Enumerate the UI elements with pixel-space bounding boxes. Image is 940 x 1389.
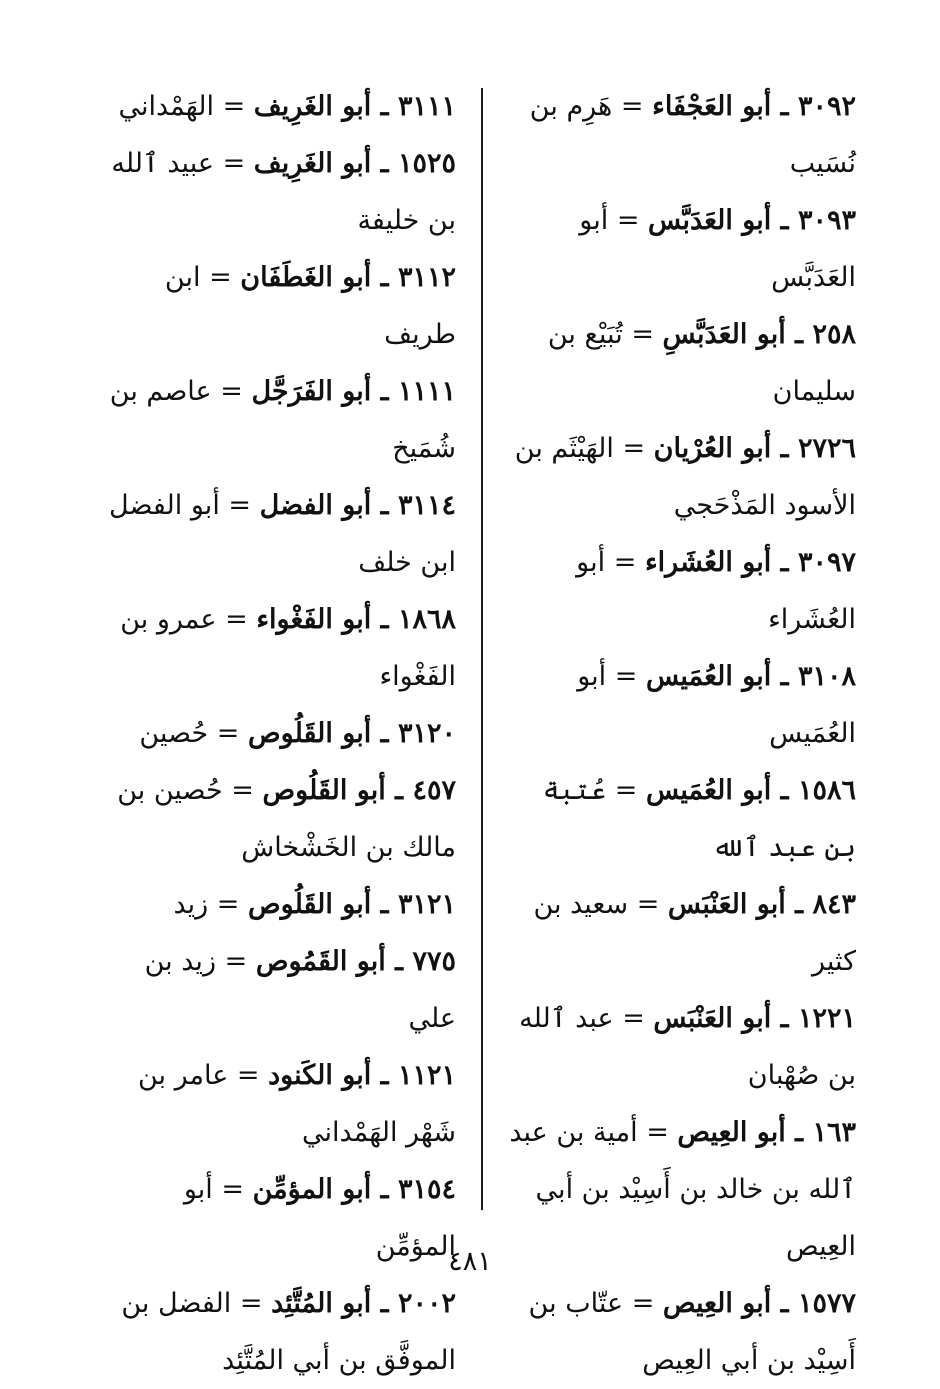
entry-name: أبو القَلُوص xyxy=(247,718,372,749)
entry-heading: ٣٠٩٧ ـ أبو العُشَراء xyxy=(644,547,856,578)
entry-heading: ٣١١٢ ـ أبو الغَطَفَان xyxy=(240,262,456,293)
entry-value: حُصين بن مالك بن الخَشْخاش xyxy=(117,775,456,863)
index-entry xyxy=(508,420,856,534)
entry-number: ٣١١٢ xyxy=(397,262,456,293)
index-entry xyxy=(108,135,456,249)
entry-heading: ١٥٧٧ ـ أبو العِيص xyxy=(662,1288,856,1319)
entry-number: ٢٠٠٢ xyxy=(397,1288,456,1319)
entry-value: تُبَيْع بن سليمان xyxy=(547,319,856,407)
entry-name: أبو الغَرِيف xyxy=(253,91,372,122)
entry-value: عُتبة بن عبد ٱلله xyxy=(542,775,856,863)
entry-number: ٣١٢١ xyxy=(397,889,456,920)
entry-number: ٣١٢٠ xyxy=(397,718,456,749)
entry-value: أبو العُمَيس xyxy=(577,661,856,749)
entry-number: ٢٥٨ xyxy=(812,319,856,350)
entry-separator: = xyxy=(636,889,660,920)
index-entry xyxy=(108,363,456,477)
entry-name: أبو المُتَّئِد xyxy=(271,1288,372,1319)
entry-value: عبيد ٱلله بن خليفة xyxy=(111,148,456,236)
entry-value: الفضل بن الموفَّق بن أبي المُتَّئِد xyxy=(121,1288,456,1376)
index-entry xyxy=(508,192,856,306)
entry-value: أبو الفضل ابن خلف xyxy=(109,490,456,578)
entry-number: ٨٤٣ xyxy=(812,889,856,920)
entry-separator: = xyxy=(620,91,644,122)
entry-heading: ٣١١٤ ـ أبو الفضل xyxy=(259,490,456,521)
entry-separator: = xyxy=(614,661,638,692)
entry-separator: = xyxy=(231,775,254,806)
entry-number: ١٨٦٨ xyxy=(397,604,456,635)
entry-value: هَرِم بن نُسَيب xyxy=(529,91,856,179)
entry-value: الهَيْثَم بن الأسود المَذْحَجي xyxy=(514,433,856,521)
index-entry xyxy=(508,876,856,990)
entry-number: ٤٥٧ xyxy=(412,775,456,806)
index-entry xyxy=(108,705,456,762)
entry-heading: ١١١١ ـ أبو الفَرَجَّل xyxy=(251,376,456,407)
entry-value: أبو العُشَراء xyxy=(576,547,856,635)
entry-separator: = xyxy=(631,1288,655,1319)
entry-number: ٣١١٤ xyxy=(397,490,456,521)
entry-name: أبو العَدَبَّس xyxy=(648,205,772,236)
entry-separator: = xyxy=(216,889,240,920)
index-entry xyxy=(508,762,856,876)
entry-name: أبو العِيص xyxy=(662,1288,772,1319)
column-divider xyxy=(481,88,483,1210)
entry-heading: ٣١٠٨ ـ أبو العُمَيس xyxy=(645,661,856,692)
left-column xyxy=(108,78,456,1389)
entry-name: أبو الفضل xyxy=(259,490,372,521)
entry-number: ٣٠٩٢ xyxy=(797,91,856,122)
entry-separator: = xyxy=(613,547,637,578)
entry-name: أبو العَجْفَاء xyxy=(652,91,772,122)
page-number: ٤٨١ xyxy=(448,1246,492,1277)
entry-separator: = xyxy=(622,433,646,464)
entry-separator: = xyxy=(224,946,248,977)
entry-separator: = xyxy=(631,319,654,350)
entry-number: ٣١٠٨ xyxy=(797,661,856,692)
entry-separator: = xyxy=(228,490,252,521)
entry-heading: ٣٠٩٢ ـ أبو العَجْفَاء xyxy=(652,91,856,122)
entry-name: أبو العَدَبَّسِ xyxy=(662,319,786,350)
entry-name: أبو الغَطَفَان xyxy=(240,262,372,293)
index-entry xyxy=(108,762,456,876)
entry-value: عامر بن شَهْر الهَمْداني xyxy=(137,1060,456,1148)
entry-separator: = xyxy=(222,91,246,122)
entry-heading: ٤٥٧ ـ أبو القَلُوص xyxy=(262,775,456,806)
index-entry xyxy=(108,876,456,933)
entry-value: عبد ٱلله بن صُهْبان xyxy=(519,1003,856,1091)
entry-heading: ٢٧٢٦ ـ أبو العُرْيان xyxy=(653,433,856,464)
entry-separator: = xyxy=(216,718,240,749)
entry-heading: ٣١٢١ ـ أبو القَلُوص xyxy=(247,889,456,920)
index-entry xyxy=(508,990,856,1104)
entry-name: أبو القَمُوص xyxy=(255,946,386,977)
entry-value: عمرو بن الفَغْواء xyxy=(120,604,456,692)
index-entry xyxy=(108,591,456,705)
entry-name: أبو العُرْيان xyxy=(653,433,772,464)
entry-value: حُصين xyxy=(139,718,209,749)
entry-number: ٢٧٢٦ xyxy=(797,433,856,464)
index-entry xyxy=(508,534,856,648)
right-column xyxy=(508,78,856,1389)
entry-number: ١٥٨٦ xyxy=(797,775,856,806)
entry-value: أمية بن عبد ٱلله بن خالد بن أَسِيْد بن أبي العِيص xyxy=(509,1117,856,1262)
entry-heading: ٨٤٣ ـ أبو العَنْبَس xyxy=(667,889,856,920)
entry-number: ٧٧٥ xyxy=(412,946,456,977)
entry-heading: ٢٥٨ ـ أبو العَدَبَّسِ xyxy=(662,319,856,350)
entry-separator: = xyxy=(221,1174,244,1205)
entry-number: ١٦٣ xyxy=(812,1117,856,1148)
entry-number: ١١٢١ xyxy=(397,1060,456,1091)
entry-value: الهَمْداني xyxy=(118,91,214,122)
entry-name: أبو العُمَيس xyxy=(645,775,772,806)
entry-heading: ١٦٣ ـ أبو العِيص xyxy=(677,1117,856,1148)
entry-number: ٣١٥٤ xyxy=(397,1174,456,1205)
entry-value: عتّاب بن أَسِيْد بن أبي العِيص xyxy=(528,1288,856,1376)
entry-separator: = xyxy=(622,1003,645,1034)
index-entry xyxy=(108,933,456,1047)
entry-value: عاصم بن شُمَيخ xyxy=(109,376,456,464)
entry-name: أبو العَنْبَس xyxy=(653,1003,772,1034)
index-entry xyxy=(508,306,856,420)
entry-name: أبو العَنْبَس xyxy=(667,889,786,920)
entry-heading: ٢٠٠٢ ـ أبو المُتَّئِد xyxy=(271,1288,456,1319)
entry-value: أبو العَدَبَّس xyxy=(579,205,856,293)
entry-name: أبو الفَغْواء xyxy=(256,604,372,635)
entry-heading: ١٥٢٥ ـ أبو الغَرِيف xyxy=(253,148,456,179)
entry-separator: = xyxy=(222,148,246,179)
index-entry xyxy=(508,648,856,762)
entry-name: أبو القَلُوص xyxy=(247,889,372,920)
entry-separator: = xyxy=(220,376,243,407)
entry-heading: ١٢٢١ ـ أبو العَنْبَس xyxy=(653,1003,856,1034)
entry-heading: ١٨٦٨ ـ أبو الفَغْواء xyxy=(256,604,456,635)
entry-name: أبو الغَرِيف xyxy=(253,148,372,179)
entry-value: أبو المؤمِّن xyxy=(183,1174,456,1262)
entry-separator: = xyxy=(236,1060,260,1091)
index-entry xyxy=(108,78,456,135)
entry-number: ١٥٢٥ xyxy=(397,148,456,179)
entry-number: ٣١١١ xyxy=(397,91,456,122)
entry-name: أبو العُشَراء xyxy=(644,547,772,578)
entry-separator: = xyxy=(239,1288,263,1319)
entry-name: أبو المؤمِّن xyxy=(252,1174,372,1205)
entry-separator: = xyxy=(209,262,232,293)
entry-number: ٣٠٩٣ xyxy=(797,205,856,236)
entry-number: ١١١١ xyxy=(397,376,456,407)
entry-heading: ٣١١١ ـ أبو الغَرِيف xyxy=(253,91,456,122)
entry-name: أبو العِيص xyxy=(677,1117,786,1148)
entry-name: أبو القَلُوص xyxy=(262,775,386,806)
index-entry xyxy=(108,477,456,591)
entry-heading: ٣١٢٠ ـ أبو القَلُوص xyxy=(247,718,456,749)
entry-value: ابن طريف xyxy=(164,262,456,350)
entry-separator: = xyxy=(646,1117,669,1148)
entry-heading: ٧٧٥ ـ أبو القَمُوص xyxy=(255,946,456,977)
index-entry xyxy=(108,249,456,363)
entry-heading: ٣١٥٤ ـ أبو المؤمِّن xyxy=(252,1174,456,1205)
entry-heading: ١١٢١ ـ أبو الكَنود xyxy=(268,1060,456,1091)
entry-heading: ١٥٨٦ ـ أبو العُمَيس xyxy=(645,775,856,806)
index-entry xyxy=(108,1047,456,1161)
entry-name: أبو الفَرَجَّل xyxy=(251,376,372,407)
entry-number: ١٢٢١ xyxy=(797,1003,856,1034)
entry-value: زيد xyxy=(173,889,209,920)
entry-name: أبو الكَنود xyxy=(268,1060,372,1091)
entry-value: سعيد بن كثير xyxy=(533,889,856,977)
index-entry xyxy=(508,78,856,192)
entry-separator: = xyxy=(614,775,638,806)
entry-heading: ٣٠٩٣ ـ أبو العَدَبَّس xyxy=(648,205,856,236)
entry-separator: = xyxy=(225,604,248,635)
entry-value: زيد بن علي xyxy=(144,946,456,1034)
entry-number: ١٥٧٧ xyxy=(797,1288,856,1319)
entry-number: ٣٠٩٧ xyxy=(797,547,856,578)
entry-name: أبو العُمَيس xyxy=(645,661,772,692)
entry-separator: = xyxy=(616,205,640,236)
